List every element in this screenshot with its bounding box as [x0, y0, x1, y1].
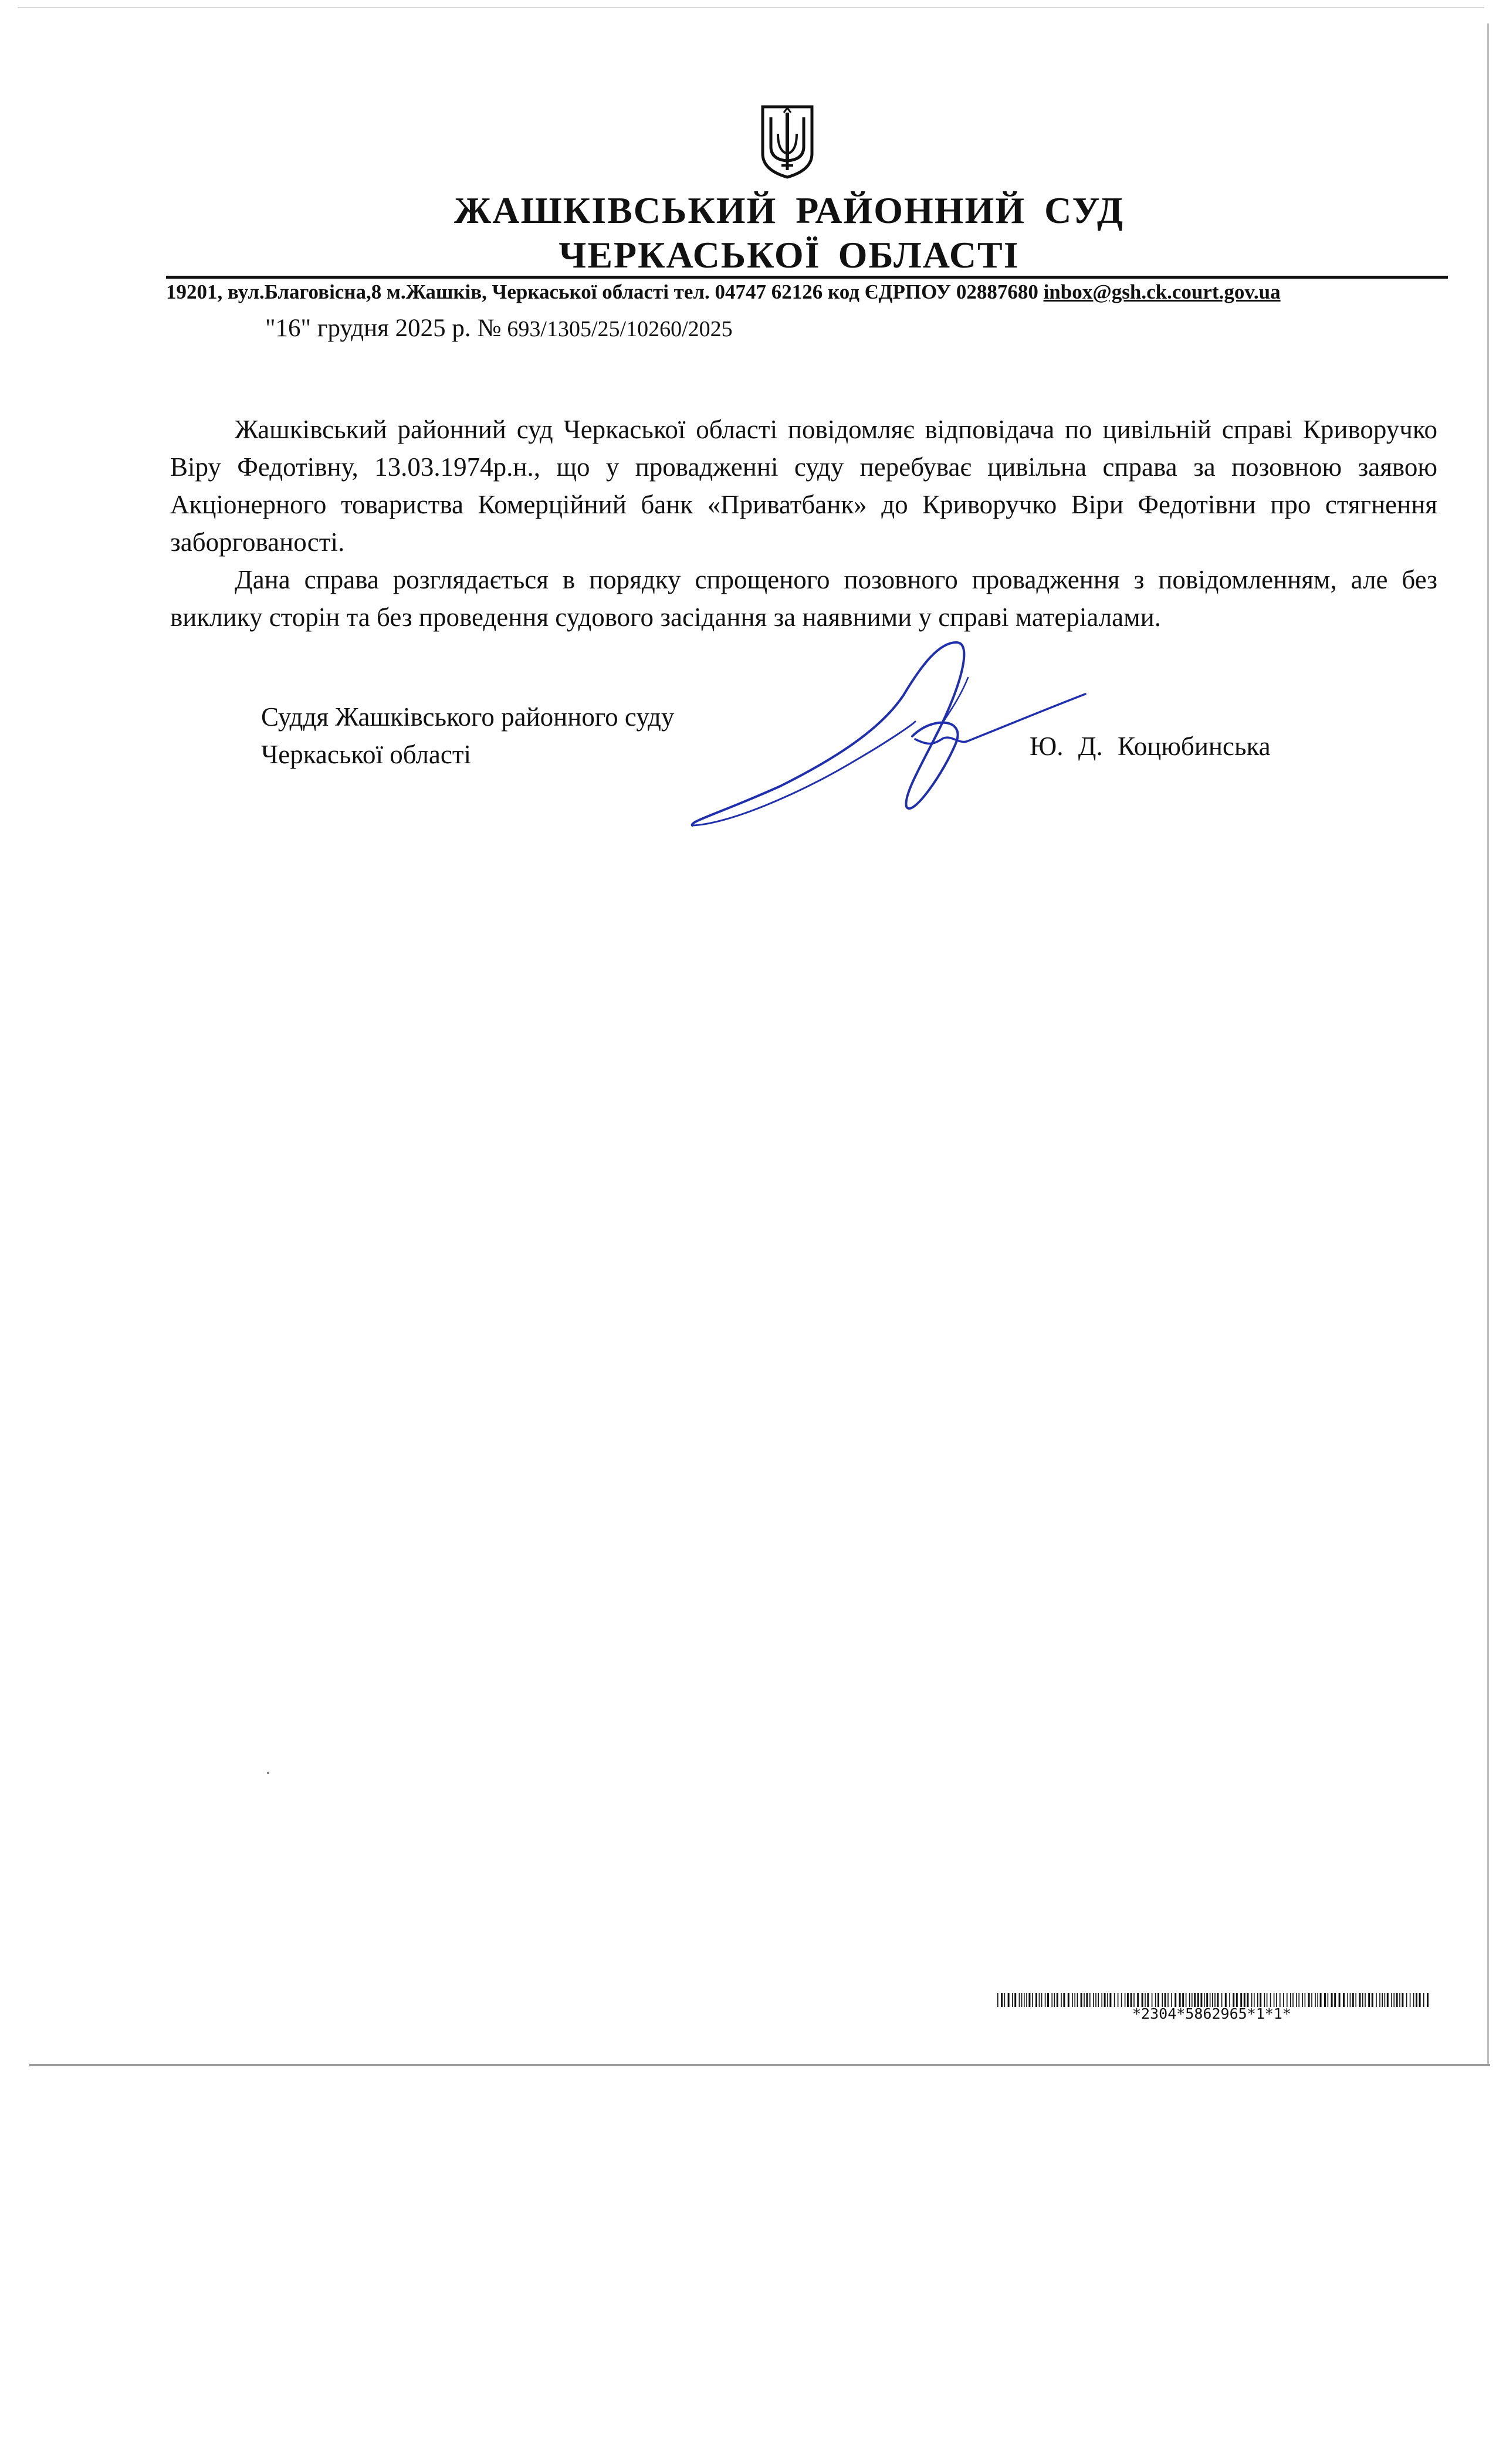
barcode-bar — [1041, 1993, 1043, 2007]
barcode-bar — [1014, 1993, 1016, 2007]
barcode-bar — [1365, 1993, 1366, 2007]
barcode-bar — [1098, 1993, 1099, 2007]
barcode-bar — [1331, 1993, 1333, 2007]
barcode-bar — [1125, 1993, 1126, 2007]
notice-paragraph-1: Жашківський районний суд Черкаської області повідомляє відповідача по цивільній справі Криворучко Віру Федотівну, 13.03.1974р.н., що у провадженні суду перебуває цивільна справа за позовною заявою Акціонерного товариства Комерційний банк «Приватбанк» до Криворучко Віри Федотівни про стягнення заборгованості. — [170, 415, 1437, 557]
barcode-bar — [1107, 1993, 1108, 2007]
barcode-bar — [1001, 1993, 1003, 2007]
barcode-bar — [1302, 1993, 1303, 2007]
barcode-bar — [1093, 1993, 1094, 2007]
barcode-bar — [1328, 1993, 1329, 2007]
barcode-bar — [1305, 1993, 1306, 2007]
barcode-bar — [1311, 1993, 1312, 2007]
registration-line — [265, 314, 733, 343]
signatory-title-line1: Суддя Жашківського районного суду — [261, 702, 675, 732]
letterhead-rule — [166, 276, 1448, 279]
barcode-bar — [1393, 1993, 1395, 2007]
barcode-bar — [1343, 1993, 1345, 2007]
registration-number: 693/1305/25/10260/2025 — [507, 317, 733, 341]
court-name-line2: ЧЕРКАСЬКОЇ ОБЛАСТІ — [559, 234, 1020, 276]
barcode-bar — [1382, 1993, 1383, 2007]
barcode-bar — [1127, 1993, 1129, 2007]
barcode-bar — [1026, 1993, 1027, 2007]
barcode-bar — [1074, 1993, 1075, 2007]
court-contacts-text: 19201, вул.Благовісна,8 м.Жашків, Черкаської області тел. 04747 62126 код ЄДРПОУ 02887680 — [166, 280, 1044, 303]
notice-paragraph-2: Дана справа розглядається в порядку спрощеного позовного провадження з повідомленням, але без виклику сторін та без проведення судового засідання за наявними у справі матеріалами. — [170, 565, 1437, 632]
scan-speck — [267, 1772, 269, 1774]
barcode-bar — [1054, 1993, 1055, 2007]
barcode-bar — [1413, 1993, 1414, 2007]
barcode-bar — [1024, 1993, 1025, 2007]
scan-edge-top — [18, 7, 1484, 8]
barcode-bar — [1072, 1993, 1073, 2007]
registration-date: "16" грудня 2025 р. № — [265, 314, 502, 342]
barcode-bar — [1101, 1993, 1102, 2007]
barcode-bar — [1399, 1993, 1400, 2007]
barcode-bar — [1081, 1993, 1082, 2007]
barcode-bar — [1324, 1993, 1326, 2007]
barcode-bar — [1068, 1993, 1069, 2007]
barcode-bar — [1372, 1993, 1373, 2007]
barcode-bar — [1317, 1993, 1318, 2007]
barcode-bar — [1114, 1993, 1115, 2007]
court-contacts — [166, 280, 1281, 304]
barcode-bar — [1427, 1993, 1429, 2007]
barcode-bar — [1368, 1993, 1370, 2007]
barcode-bar — [1379, 1993, 1380, 2007]
barcode-bar — [1355, 1993, 1356, 2007]
barcode-bar — [1121, 1993, 1122, 2007]
barcode-bar — [1385, 1993, 1386, 2007]
barcode-bar — [1410, 1993, 1411, 2007]
barcode-bar — [1416, 1993, 1417, 2007]
scan-edge-bottom — [29, 2064, 1490, 2066]
barcode-text: *2304*5862965*1*1* — [1132, 2005, 1291, 2022]
signatory-title-line2: Черкаської області — [261, 740, 472, 769]
barcode-bar — [1391, 1993, 1392, 2007]
barcode-bar — [1419, 1993, 1421, 2007]
barcode-bar — [1084, 1993, 1085, 2007]
barcode-bar — [1308, 1993, 1310, 2007]
judge-name: Ю. Д. Коцюбинська — [1030, 732, 1271, 761]
barcode-bar — [997, 1993, 999, 2007]
barcode-bar — [1028, 1993, 1030, 2007]
barcode-bar — [1347, 1993, 1348, 2007]
scan-edge-right — [1487, 23, 1489, 2065]
barcode-bar — [1387, 1993, 1389, 2007]
barcode-bar — [1045, 1993, 1046, 2007]
court-name-line1: ЖАШКІВСЬКИЙ РАЙОННИЙ СУД — [454, 189, 1124, 231]
barcode-bar — [1051, 1993, 1052, 2007]
barcode-bar — [1057, 1993, 1058, 2007]
barcode-bar — [1296, 1993, 1297, 2007]
barcode-bar — [1359, 1993, 1360, 2007]
barcode-bar — [1061, 1993, 1062, 2007]
barcode-bar — [1035, 1993, 1037, 2007]
barcode-bar — [1396, 1993, 1398, 2007]
trident-coat-of-arms-icon — [760, 104, 814, 180]
barcode-bar — [1089, 1993, 1091, 2007]
barcode-bar — [1292, 1993, 1294, 2007]
barcode-bar — [1039, 1993, 1040, 2007]
barcode-bar — [1350, 1993, 1351, 2007]
signatory-title — [261, 698, 674, 773]
barcode-bar — [1008, 1993, 1010, 2007]
court-email-link[interactable]: inbox@gsh.ck.court.gov.ua — [1043, 280, 1281, 303]
barcode-bar — [1047, 1993, 1049, 2007]
barcode-bar — [1019, 1993, 1020, 2007]
barcode-bar — [1362, 1993, 1363, 2007]
barcode-bar — [1402, 1993, 1403, 2007]
barcode-bar — [1104, 1993, 1106, 2007]
barcode-bar — [1032, 1993, 1033, 2007]
barcode-bar — [1423, 1993, 1424, 2007]
barcode-bar — [1339, 1993, 1341, 2007]
barcode-bar — [1118, 1993, 1119, 2007]
barcode-bar — [1298, 1993, 1299, 2007]
barcode-bar — [1315, 1993, 1316, 2007]
barcode-bar — [1063, 1993, 1065, 2007]
barcode-bar — [1077, 1993, 1078, 2007]
barcode-bar — [1334, 1993, 1336, 2007]
barcode-bar — [1320, 1993, 1322, 2007]
barcode-bar — [1406, 1993, 1407, 2007]
barcode-bar — [1109, 1993, 1111, 2007]
barcode-bar — [1376, 1993, 1377, 2007]
barcode-bar — [1086, 1993, 1088, 2007]
barcode-bar — [1352, 1993, 1354, 2007]
barcode-bar — [1095, 1993, 1096, 2007]
barcode-bar — [1021, 1993, 1023, 2007]
barcode-bar — [1012, 1993, 1013, 2007]
barcode-bar — [1004, 1993, 1006, 2007]
